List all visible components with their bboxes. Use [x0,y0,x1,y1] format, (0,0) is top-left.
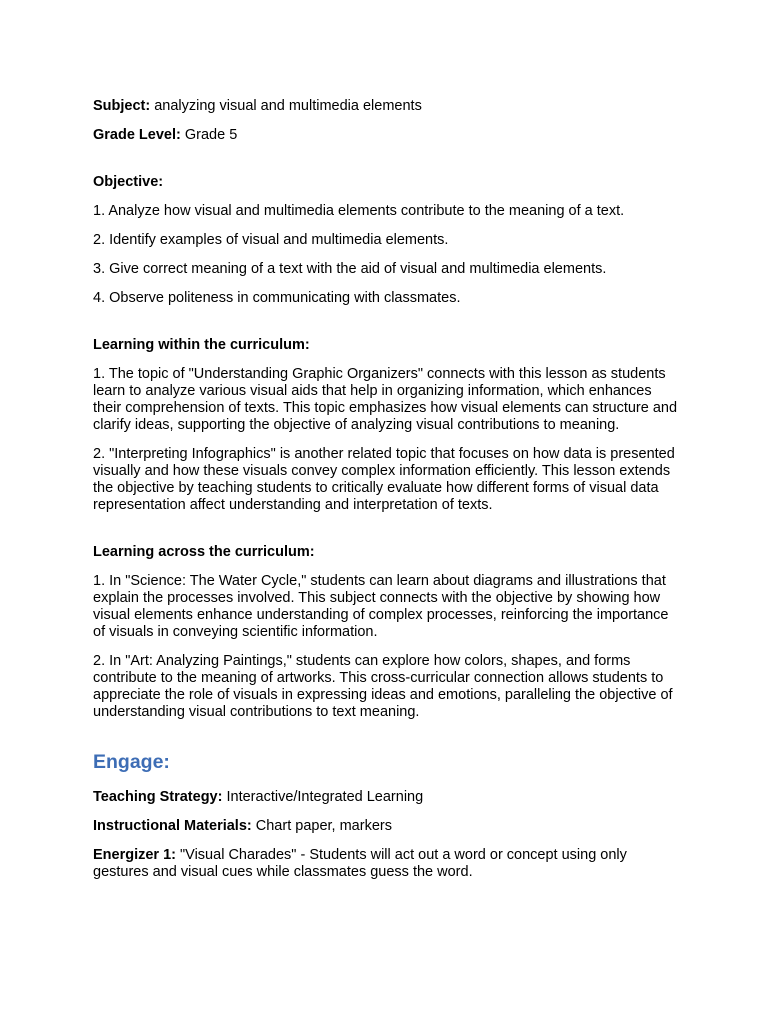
spacer [93,526,683,544]
subject-label: Subject: [93,98,151,114]
across-curriculum-heading: Learning across the curriculum: [93,544,315,560]
engage-title: Engage: [93,751,170,773]
objective-heading: Objective: [93,174,164,190]
energizer-label: Energizer 1: [93,847,176,863]
energizer-value: "Visual Charades" - Students will act out a word or concept using only gestures and visual cues while classmates guess the word. [93,847,627,880]
across-curriculum-item: 1. In "Science: The Water Cycle," students can learn about diagrams and illustrations that explain the processes involved. This subject connects with the objective by showing how visual elements enhance understanding of complex processes, reinforcing the importance of visuals in conveying scientific information. [93,573,669,640]
grade-level-value: Grade 5 [184,127,238,143]
across-curriculum-item: 2. In "Art: Analyzing Paintings," students can explore how colors, shapes, and forms contribute to the meaning of artworks. This cross-curricular connection allows students to appreciate the role of visuals in expressing ideas and emotions, paralleling the objective of understanding visual contributions to text meaning. [93,653,673,720]
energizer-line [93,847,683,881]
within-curriculum-heading: Learning within the curriculum: [93,337,310,353]
spacer [93,319,683,337]
objective-item: 2. Identify examples of visual and multimedia elements. [93,232,449,248]
instructional-materials-line [93,818,683,835]
subject-line [93,98,683,115]
teaching-strategy-line [93,789,683,806]
instructional-materials-label: Instructional Materials: [93,818,252,834]
lesson-plan-document [93,98,683,893]
instructional-materials-value: Chart paper, markers [255,818,392,834]
teaching-strategy-label: Teaching Strategy: [93,789,223,805]
teaching-strategy-value: Interactive/Integrated Learning [226,789,424,805]
objective-item: 4. Observe politeness in communicating with classmates. [93,290,461,306]
grade-level-label: Grade Level: [93,127,181,143]
subject-value: analyzing visual and multimedia elements [154,98,422,114]
within-curriculum-item: 1. The topic of "Understanding Graphic Organizers" connects with this lesson as students learn to analyze various visual aids that help in organizing information, which enhances their comprehension of texts. This topic emphasizes how visual elements can structure and clarify ideas, supporting the objective of analyzing visual contributions to meaning. [93,366,678,433]
spacer [93,733,683,747]
grade-level-line [93,127,683,144]
objective-item: 1. Analyze how visual and multimedia elements contribute to the meaning of a text. [93,203,625,219]
within-curriculum-item: 2. "Interpreting Infographics" is another related topic that focuses on how data is presented visually and how these visuals convey complex information efficiently. This lesson extends the objective by teaching students to critically evaluate how different forms of visual data representation affect understanding and interpretation of texts. [93,446,675,513]
spacer [93,156,683,174]
objective-item: 3. Give correct meaning of a text with the aid of visual and multimedia elements. [93,261,607,277]
